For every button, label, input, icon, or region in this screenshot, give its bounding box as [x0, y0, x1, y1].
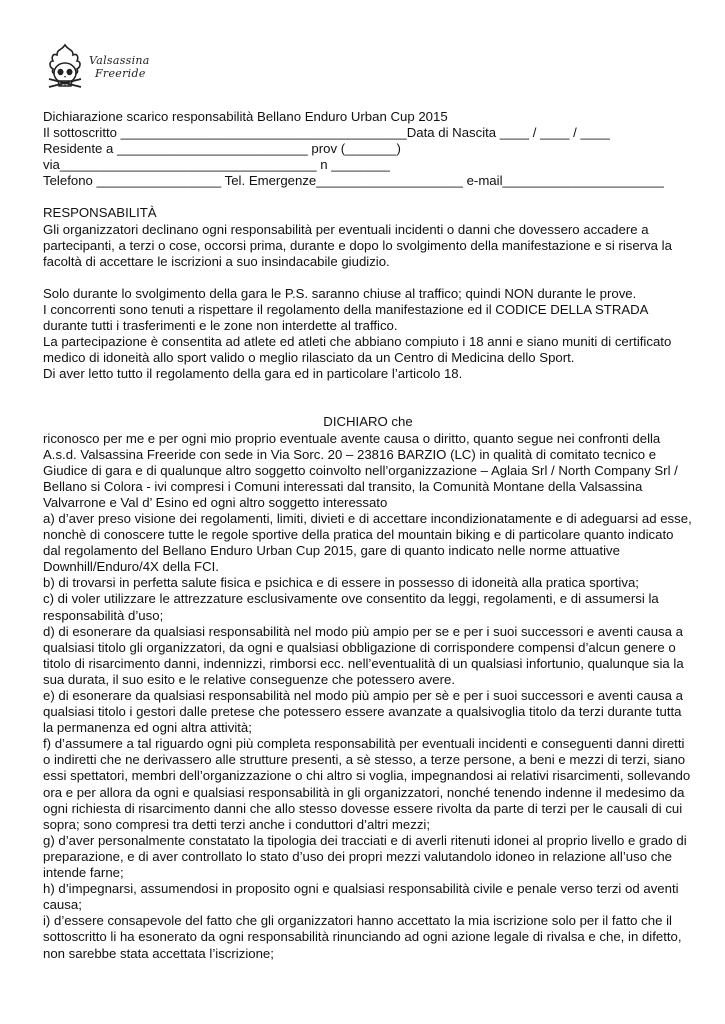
clause-a: a) d’aver preso visione dei regolamenti, limiti, divieti e di accettare incondizionatamente e di adeguarsi ad esse, nonchè di conoscere tutte le regole sportive della pratica del mountain biking e di particolare quanto indicato dal regolamento del Bellano Enduro Urban Cup 2015, gare di quanto indicato nelle norme attuative Downhill/Enduro/4X della FCI.	[43, 510, 692, 575]
form-line-phone-email: Telefono _________________ Tel. Emergenze____________________ e-mail______________________	[43, 173, 664, 189]
rule-line-regulation-read: Di aver letto tutto il regolamento della gara ed in particolare l’articolo 18.	[43, 366, 463, 382]
rule-line-road-closures: Solo durante lo svolgimento della gara le P.S. saranno chiuse al traffico; quindi NON durante le prove.	[43, 285, 637, 301]
document-title: Dichiarazione scarico responsabilità Bellano Enduro Urban Cup 2015	[43, 109, 448, 124]
form-line-residence: Residente a __________________________ prov (_______)	[43, 141, 401, 157]
logo-line-2: Freeride	[95, 67, 146, 80]
clause-h: h) d’impegnarsi, assumendosi in proposito ogni e qualsiasi responsabilità civile e penale verso terzi od aventi causa;	[43, 881, 679, 913]
rule-line-age-certificate: La partecipazione è consentita ad atlete ed atleti che abbiano compiuto i 18 anni e siano muniti di certificato medico di idoneità allo sport valido o meglio rilasciato da un Centro di Medicina dello Sport.	[43, 334, 672, 366]
clause-i: i) d’essere consapevole del fatto che gli organizzatori hanno accettato la mia iscrizione solo per il fatto che il sottoscritto li ha esonerato da ogni responsabilità rinunciando ad ogni azione legale di rivalsa e che, in difetto, non sarebbe stata accettata l’iscrizione;	[43, 913, 682, 961]
valsassina-freeride-logo	[43, 43, 173, 95]
clause-g: g) d’aver personalmente constatato la tipologia dei tracciati e di averli ritenuti idonei al proprio livello e grado di preparazione, e di aver controllato lo stato d’uso dei propri mezzi valutandolo idoneo in relazione all’uso che intende farne;	[43, 832, 687, 881]
clause-b: b) di trovarsi in perfetta salute fisica e psichica e di essere in possesso di idoneità alla pratica sportiva;	[43, 575, 639, 591]
form-line-name-birthdate: Il sottoscritto _______________________________________Data di Nascita ____ / ____ / ____	[43, 125, 610, 141]
form-line-address: via___________________________________ n ________	[43, 157, 390, 173]
clause-f: f) d’assumere a tal riguardo ogni più completa responsabilità per eventuali incidenti e conseguenti danni diretti o indiretti che ne derivassero alle strutture presenti, a sè stesso, a terze persone, a beni e mezzi di terzi, siano essi spettatori, membri dell’organizzazione o chi altro si voglia, impegnandosi ai relativi risarcimenti, sollevando ora e per allora da ogni e qualsiasi responsabilità in gli organizzatori, nonché tenendo indenne il medesimo da ogni richiesta di risarcimento danni che allo stesso dovesse essere rivolta da parte di terzi per le causali di cui sopra; sono compresi tra detti terzi anche i conduttori d’altri mezzi;	[43, 736, 691, 832]
logo-line-1: Valsassina	[89, 54, 150, 67]
dichiaro-heading: DICHIARO che	[323, 414, 413, 430]
rule-line-traffic-code: I concorrenti sono tenuti a rispettare il regolamento della manifestazione ed il CODICE DELLA STRADA durante tutti i trasferimenti e le zone non interdette al traffico.	[43, 301, 648, 334]
document-body	[43, 109, 693, 962]
skull-flame-emblem-icon	[43, 43, 87, 93]
responsabilita-paragraph: Gli organizzatori declinano ogni responsabilità per eventuali incidenti o danni che dovessero accadere a partecipanti, a terzi o cose, occorsi prima, durante e dopo lo svolgimento della manifestazione e si riserva la facoltà di accettare le iscrizioni a suo insindacabile giudizio.	[43, 221, 672, 269]
clause-d: d) di esonerare da qualsiasi responsabilità nel modo più ampio per se e per i suoi successori e aventi causa a qualsiasi titolo gli organizzatori, da ogni e qualsiasi obbligazione di corrispondere compensi d’alcun genere o titolo di risarcimento danni, indennizzi, rimborsi ecc. nell’eventualità di un qualsiasi infortunio, qualunque sia la sua durata, il suo esito e le relative conseguenze che potessero avere.	[43, 623, 684, 687]
responsabilita-heading: RESPONSABILITÀ	[43, 205, 157, 221]
clause-e: e) di esonerare da qualsiasi responsabilità nel modo più ampio per sè e per i suoi successori e aventi causa a qualsiasi titolo i gestori dalle pretese che potessero essere avanzate a qualsivoglia titolo da terzi durante tutta la permanenza ed ogni altra attività;	[43, 688, 683, 736]
dichiaro-intro: riconosco per me e per ogni mio proprio eventuale avente causa o diritto, quanto segue nei confronti della A.s.d. Valsassina Freeride con sede in Via Sorc. 20 – 23816 BARZIO (LC) in qualità di comitato tecnico e Giudice di gara e di qualunque altro soggetto coinvolto nell’organizzazione – Aglaia Srl / North Company Srl / Bellano si Colora - ivi compresi i Comuni interessati dal transito, la Comunità Montane della Valsassina Valvarrone e Val d’ Esino ed ogni altro soggetto interessato	[43, 430, 678, 510]
clause-c: c) di voler utilizzare le attrezzature esclusivamente ove consentito da leggi, regolamenti, e di assumersi la responsabilità d’uso;	[43, 591, 659, 623]
